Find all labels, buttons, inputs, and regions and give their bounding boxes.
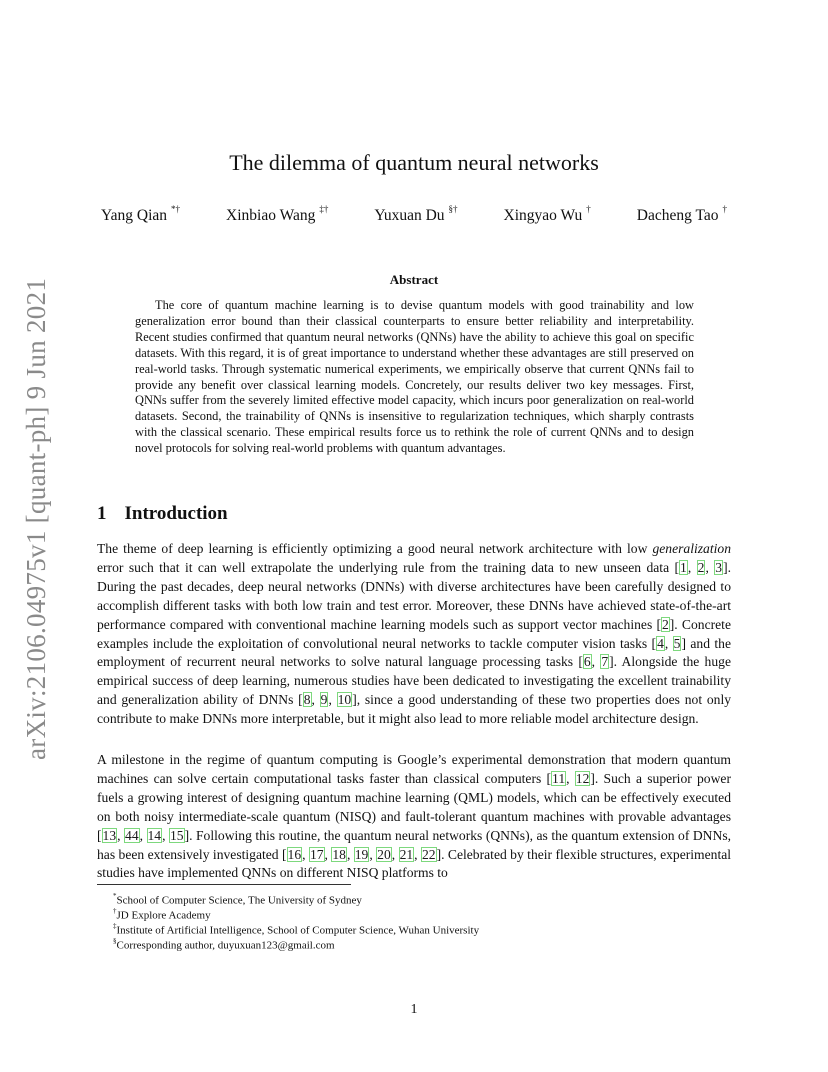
citation-link[interactable]: 14	[147, 827, 162, 843]
citation-link[interactable]: 12	[575, 770, 590, 786]
author: Xingyao Wu †	[503, 204, 591, 225]
abstract-body: The core of quantum machine learning is to devise quantum models with good trainability and low generalization error bound than their classical counterparts to ensure better reliability and interpretability. Recent studies confirmed that quantum neural networks (QNNs) have the ability to achieve this goal on specific datasets. With this regard, it is of great importance to understand whether these advantages are still preserved on real-world tasks. Through systematic numerical experiments, we empirically observe that current QNNs fail to provide any benefit over classical learning models. Concretely, our results deliver two key messages. First, QNNs suffer from the severely limited effective model capacity, which incurs poor generalization on real-world datasets. Second, the trainability of QNNs is insensitive to regularization techniques, which sharply contrasts with the classical scenario. These empirical results force us to rethink the role of current QNNs and to design novel protocols for solving real-world problems with quantum advantages.	[135, 298, 694, 456]
footnote: §Corresponding author, duyuxuan123@gmail.com	[113, 937, 335, 952]
citation-link[interactable]: 8	[303, 692, 311, 708]
footnote: †JD Explore Academy	[113, 907, 211, 922]
section-heading	[97, 503, 228, 525]
footnote: *School of Computer Science, The University of Sydney	[113, 892, 362, 907]
footnote-rule	[97, 884, 351, 885]
footnote: ‡Institute of Artificial Intelligence, School of Computer Science, Wuhan University	[113, 922, 480, 937]
citation-link[interactable]: 7	[601, 654, 609, 670]
citation-link[interactable]: 5	[673, 635, 681, 651]
citation-link[interactable]: 2	[697, 559, 705, 575]
intro-paragraph-1: The theme of deep learning is efficiently optimizing a good neural network architecture with low generalization error such that it can well extrapolate the underlying rule from the training data to new unseen data [1, 2, 3]. During the past decades, deep neural networks (DNNs) with diverse architectures have been carefully designed to accomplish different tasks with both low train and test error. Moreover, these DNNs have achieved state-of-the-art performance compared with conventional machine learning models such as support vector machines [2]. Concrete examples include the exploitation of convolutional neural networks to tackle computer vision tasks [4, 5] and the employment of recurrent neural networks to solve natural language processing tasks [6, 7]. Alongside the huge empirical success of deep learning, numerous studies have been dedicated to investigating the excellent trainability and generalization ability of DNNs [8, 9, 10], since a good understanding of these two properties does not only contribute to make DNNs more interpretable, but it might also lead to more reliable model architecture design.	[97, 541, 732, 727]
arxiv-stamp	[18, 277, 54, 760]
author: Xinbiao Wang ‡†	[226, 204, 329, 225]
citation-link[interactable]: 21	[399, 846, 414, 862]
citation-link[interactable]: 20	[377, 846, 391, 862]
citation-link[interactable]: 1	[680, 559, 687, 575]
author: Yuxuan Du §†	[374, 204, 458, 225]
citation-link[interactable]: 6	[583, 654, 591, 670]
citation-link[interactable]: 13	[102, 827, 117, 843]
citation-link[interactable]: 11	[552, 770, 566, 786]
citation-link[interactable]: 10	[337, 692, 352, 708]
section-title: Introduction	[124, 503, 228, 524]
citation-link[interactable]: 19	[354, 846, 369, 862]
citation-link[interactable]: 4	[657, 635, 664, 651]
citation-link[interactable]: 3	[715, 559, 723, 575]
citation-link[interactable]: 15	[169, 827, 184, 843]
page-number: 1	[410, 1002, 418, 1017]
citation-link[interactable]: 17	[309, 846, 324, 862]
author: Yang Qian *†	[101, 204, 181, 225]
citation-link[interactable]: 44	[125, 827, 139, 843]
citation-link[interactable]: 22	[421, 846, 436, 862]
author-list	[0, 206, 828, 225]
citation-link[interactable]: 18	[332, 846, 346, 862]
citation-link[interactable]: 2	[661, 616, 669, 632]
intro-paragraph-2: A milestone in the regime of quantum computing is Google’s experimental demonstration that modern quantum machines can solve certain computational tasks faster than classical computers [11, 12]. Such a superior power fuels a growing interest of designing quantum machine learning (QML) models, which can be effectively executed on both noisy intermediate-scale quantum (NISQ) and fault-tolerant quantum machines with provable advantages [13, 44, 14, 15]. Following this routine, the quantum neural networks (QNNs), as the quantum extension of DNNs, has been extensively investigated [16, 17, 18, 19, 20, 21, 22]. Celebrated by their flexible structures, experimental studies have implemented QNNs on different NISQ platforms to	[97, 752, 732, 881]
section-number: 1	[97, 503, 107, 524]
arxiv-stamp-text: arXiv:2106.04975v1 [quant-ph] 9 Jun 2021	[21, 277, 51, 760]
abstract-heading: Abstract	[389, 272, 439, 287]
paper-title: The dilemma of quantum neural networks	[229, 150, 599, 175]
citation-link[interactable]: 9	[320, 692, 328, 708]
author: Dacheng Tao †	[636, 204, 727, 225]
citation-link[interactable]: 16	[287, 846, 302, 862]
